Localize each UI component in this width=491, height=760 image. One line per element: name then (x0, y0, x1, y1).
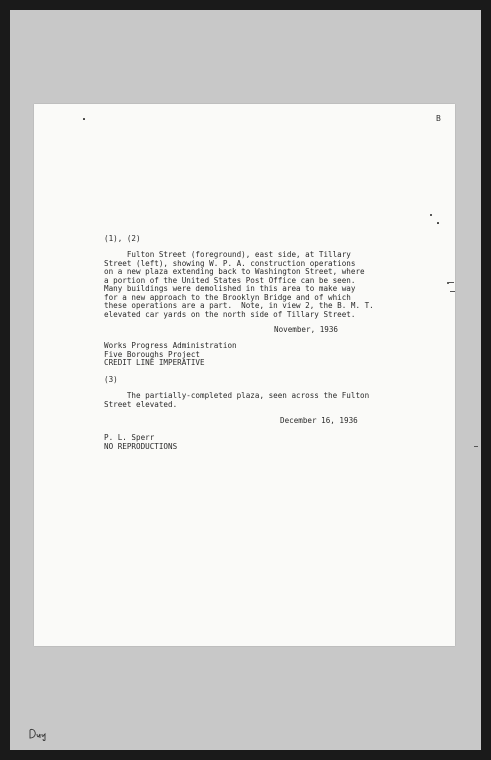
section-heading-1-2: (1), (2) (104, 234, 141, 243)
margin-mark (448, 282, 454, 283)
margin-mark (450, 291, 455, 292)
date-november-1936: November, 1936 (274, 325, 339, 334)
photographer-credit: P. L. Sperr NO REPRODUCTIONS (104, 433, 178, 451)
caption-paragraph-1: Fulton Street (foreground), east side, at Tillary Street (left), showing W. P. A. construction operations on a new plaza extending back to Washington Street, where a portion of the United States Post Office can be seen. Many buildings were demolished in this area to make way for a new approach to the Brooklyn Bridge and of which these operations are a part. Note, in view 2, the B. M. T. elevated car yards on the north side of Tillary Street. (104, 250, 374, 319)
date-december-1936: December 16, 1936 (280, 416, 358, 425)
agency-credit-block: Works Progress Administration Five Boroughs Project CREDIT LINE IMPERATIVE (104, 341, 237, 367)
paper-speck (430, 214, 432, 216)
margin-mark (474, 446, 478, 447)
section-heading-3: (3) (104, 375, 118, 384)
paper-speck (83, 118, 85, 120)
document-page (34, 104, 455, 646)
paper-speck (437, 222, 439, 224)
page-letter: B (436, 114, 441, 123)
caption-paragraph-2: The partially-completed plaza, seen across the Fulton Street elevated. (104, 391, 370, 409)
handwritten-initials (28, 727, 52, 741)
